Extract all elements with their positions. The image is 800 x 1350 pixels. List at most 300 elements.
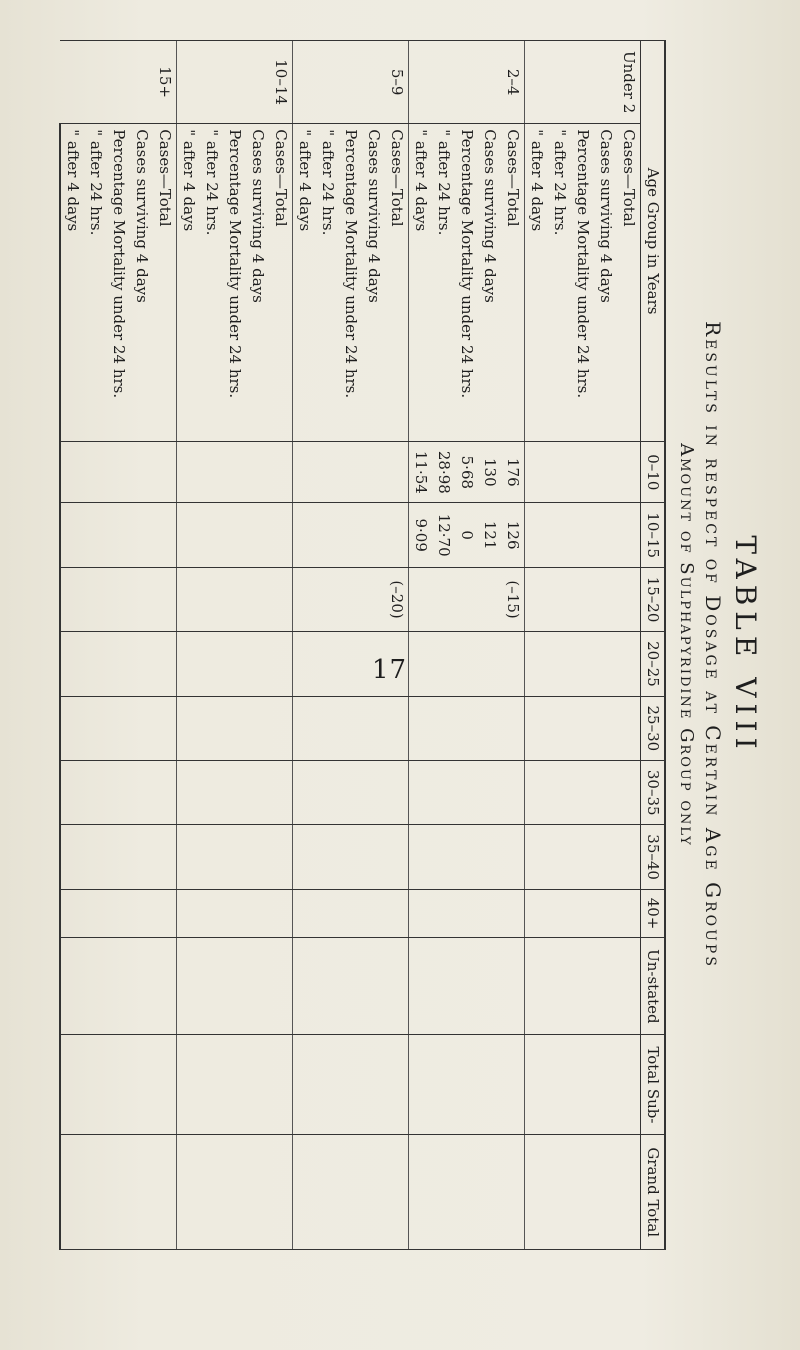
table-cell bbox=[362, 442, 385, 503]
table-cell bbox=[293, 567, 317, 631]
table-cell bbox=[269, 1135, 293, 1250]
table-cell bbox=[269, 696, 293, 760]
table-cell bbox=[525, 1135, 549, 1250]
table-cell bbox=[223, 825, 246, 889]
table-cell bbox=[153, 632, 177, 696]
table-cell bbox=[177, 889, 201, 937]
table-cell bbox=[501, 632, 525, 696]
table-sheet bbox=[30, 20, 770, 1270]
table-cell bbox=[246, 825, 269, 889]
table-cell bbox=[385, 889, 409, 937]
table-cell bbox=[293, 1135, 317, 1250]
row-label: Cases surviving 4 days bbox=[478, 124, 501, 442]
row-label: Cases—Total bbox=[501, 124, 525, 442]
age-group-cell: 5–9 bbox=[293, 41, 409, 124]
table-row bbox=[107, 41, 130, 1250]
table-cell bbox=[362, 889, 385, 937]
age-group-cell: 10–14 bbox=[177, 41, 293, 124]
table-cell bbox=[548, 1035, 571, 1135]
table-cell bbox=[548, 632, 571, 696]
table-cell bbox=[339, 1035, 362, 1135]
table-cell bbox=[130, 825, 153, 889]
table-cell bbox=[177, 696, 201, 760]
row-label: Cases surviving 4 days bbox=[362, 124, 385, 442]
age-group-cell: 2–4 bbox=[409, 41, 525, 124]
table-cell bbox=[316, 1135, 339, 1250]
table-cell bbox=[478, 632, 501, 696]
page-number: 17 bbox=[372, 655, 408, 685]
table-cell bbox=[571, 825, 594, 889]
table-cell bbox=[60, 567, 84, 631]
table-row bbox=[339, 41, 362, 1250]
table-cell bbox=[525, 442, 549, 503]
table-cell bbox=[177, 503, 201, 567]
table-cell bbox=[409, 1035, 433, 1135]
table-cell bbox=[246, 889, 269, 937]
table-cell bbox=[455, 632, 478, 696]
table-cell bbox=[84, 632, 107, 696]
table-body bbox=[60, 41, 641, 1250]
table-cell bbox=[84, 567, 107, 631]
table-cell bbox=[571, 442, 594, 503]
table-cell: 130 bbox=[478, 442, 501, 503]
table-cell bbox=[548, 889, 571, 937]
table-cell bbox=[246, 1035, 269, 1135]
table-cell bbox=[617, 503, 641, 567]
table-row bbox=[362, 41, 385, 1250]
table-cell bbox=[269, 938, 293, 1035]
row-label: Cases—Total bbox=[385, 124, 409, 442]
table-cell: 0 bbox=[455, 503, 478, 567]
table-cell bbox=[107, 503, 130, 567]
table-cell bbox=[339, 938, 362, 1035]
table-cell bbox=[107, 696, 130, 760]
table-cell bbox=[432, 825, 455, 889]
table-cell bbox=[594, 761, 617, 825]
table-cell bbox=[107, 632, 130, 696]
table-cell bbox=[316, 567, 339, 631]
row-label: " after 4 days bbox=[525, 124, 549, 442]
table-cell bbox=[385, 442, 409, 503]
table-cell bbox=[594, 889, 617, 937]
table-header bbox=[641, 41, 666, 1250]
row-label: " after 24 hrs. bbox=[548, 124, 571, 442]
row-label: " after 4 days bbox=[293, 124, 317, 442]
table-cell bbox=[432, 889, 455, 937]
table-cell bbox=[107, 889, 130, 937]
table-cell bbox=[455, 825, 478, 889]
table-cell bbox=[316, 1035, 339, 1135]
table-cell bbox=[60, 503, 84, 567]
table-cell bbox=[478, 567, 501, 631]
row-label: " after 24 hrs. bbox=[84, 124, 107, 442]
table-row bbox=[153, 41, 177, 1250]
table-cell bbox=[478, 938, 501, 1035]
table-cell bbox=[409, 696, 433, 760]
table-cell bbox=[223, 503, 246, 567]
table-cell bbox=[362, 567, 385, 631]
column-header: 35–40 bbox=[641, 825, 666, 889]
table-cell bbox=[617, 1135, 641, 1250]
table-cell bbox=[594, 1135, 617, 1250]
table-title: TABLE VIII bbox=[729, 535, 762, 755]
table-cell bbox=[339, 696, 362, 760]
table-cell bbox=[478, 1035, 501, 1135]
table-cell bbox=[339, 1135, 362, 1250]
table-cell bbox=[362, 1135, 385, 1250]
table-row bbox=[223, 41, 246, 1250]
table-cell bbox=[60, 761, 84, 825]
row-label: Cases—Total bbox=[153, 124, 177, 442]
table-cell bbox=[153, 825, 177, 889]
table-cell bbox=[571, 1135, 594, 1250]
table-cell bbox=[362, 761, 385, 825]
table-cell bbox=[594, 503, 617, 567]
table-cell bbox=[455, 1135, 478, 1250]
table-cell bbox=[130, 632, 153, 696]
table-cell bbox=[153, 503, 177, 567]
table-row bbox=[525, 41, 549, 1250]
table-cell bbox=[293, 761, 317, 825]
table-row bbox=[617, 41, 641, 1250]
table-subtitle: Results in respect of Dosage at Certain Age Groups bbox=[701, 321, 725, 969]
table-row bbox=[200, 41, 223, 1250]
table-cell bbox=[223, 1135, 246, 1250]
table-cell bbox=[385, 632, 409, 696]
table-caption: Amount of Sulphapyridine Group only bbox=[676, 443, 697, 847]
column-header: Total Sub- bbox=[641, 1035, 666, 1135]
table-cell bbox=[177, 761, 201, 825]
row-label: Percentage Mortality under 24 hrs. bbox=[455, 124, 478, 442]
age-group-cell: Under 2 bbox=[525, 41, 641, 124]
table-cell bbox=[525, 632, 549, 696]
column-header: Age Group in Years bbox=[641, 41, 666, 442]
table-cell bbox=[339, 761, 362, 825]
table-cell bbox=[455, 1035, 478, 1135]
row-label: Percentage Mortality under 24 hrs. bbox=[107, 124, 130, 442]
table-cell bbox=[594, 1035, 617, 1135]
table-cell bbox=[177, 1135, 201, 1250]
table-cell bbox=[153, 761, 177, 825]
column-header: 25–30 bbox=[641, 696, 666, 760]
table-cell bbox=[153, 1035, 177, 1135]
table-cell bbox=[409, 567, 433, 631]
table-cell bbox=[617, 938, 641, 1035]
table-cell bbox=[130, 938, 153, 1035]
table-cell bbox=[385, 1035, 409, 1135]
table-cell bbox=[130, 889, 153, 937]
table-cell bbox=[525, 761, 549, 825]
table-cell bbox=[60, 632, 84, 696]
row-label: Cases—Total bbox=[617, 124, 641, 442]
table-row bbox=[501, 41, 525, 1250]
table-cell bbox=[153, 1135, 177, 1250]
table-cell bbox=[293, 632, 317, 696]
table-cell bbox=[153, 889, 177, 937]
table-cell bbox=[223, 567, 246, 631]
table-cell bbox=[153, 938, 177, 1035]
table-cell bbox=[269, 442, 293, 503]
table-cell bbox=[269, 503, 293, 567]
table-cell bbox=[153, 567, 177, 631]
table-cell bbox=[107, 761, 130, 825]
table-cell bbox=[432, 1135, 455, 1250]
table-cell bbox=[501, 938, 525, 1035]
table-cell bbox=[432, 696, 455, 760]
table-cell bbox=[548, 761, 571, 825]
table-cell bbox=[84, 696, 107, 760]
table-cell bbox=[385, 503, 409, 567]
table-cell bbox=[478, 1135, 501, 1250]
table-cell bbox=[409, 938, 433, 1035]
table-cell bbox=[409, 1135, 433, 1250]
table-row bbox=[246, 41, 269, 1250]
table-row bbox=[269, 41, 293, 1250]
rotated-table-region bbox=[30, 20, 770, 1270]
table-cell bbox=[571, 696, 594, 760]
table-cell bbox=[107, 567, 130, 631]
table-cell bbox=[130, 1135, 153, 1250]
table-cell bbox=[455, 938, 478, 1035]
table-cell bbox=[409, 761, 433, 825]
table-cell bbox=[200, 825, 223, 889]
header-row bbox=[641, 41, 666, 1250]
table-cell bbox=[432, 1035, 455, 1135]
table-cell bbox=[177, 442, 201, 503]
table-cell bbox=[385, 696, 409, 760]
table-cell bbox=[60, 1135, 84, 1250]
table-cell bbox=[200, 567, 223, 631]
table-cell: 28·98 bbox=[432, 442, 455, 503]
table-cell bbox=[246, 1135, 269, 1250]
table-cell bbox=[84, 938, 107, 1035]
table-row bbox=[594, 41, 617, 1250]
table-cell bbox=[293, 889, 317, 937]
table-cell bbox=[107, 442, 130, 503]
table-cell bbox=[246, 567, 269, 631]
table-cell bbox=[432, 938, 455, 1035]
table-cell bbox=[316, 825, 339, 889]
table-cell bbox=[548, 442, 571, 503]
table-cell bbox=[316, 938, 339, 1035]
table-cell bbox=[316, 632, 339, 696]
table-cell bbox=[617, 632, 641, 696]
table-cell: 5·68 bbox=[455, 442, 478, 503]
table-cell bbox=[223, 1035, 246, 1135]
table-cell bbox=[571, 761, 594, 825]
table-cell bbox=[269, 567, 293, 631]
table-cell bbox=[316, 761, 339, 825]
table-cell bbox=[548, 938, 571, 1035]
table-cell bbox=[246, 632, 269, 696]
table-cell bbox=[84, 442, 107, 503]
table-cell bbox=[269, 889, 293, 937]
table-cell bbox=[617, 825, 641, 889]
table-cell bbox=[455, 696, 478, 760]
table-cell bbox=[409, 632, 433, 696]
table-cell: 11·54 bbox=[409, 442, 433, 503]
table-cell bbox=[130, 503, 153, 567]
row-label: Cases surviving 4 days bbox=[594, 124, 617, 442]
column-header: 20–25 bbox=[641, 632, 666, 696]
table-cell bbox=[362, 1035, 385, 1135]
table-cell bbox=[223, 696, 246, 760]
table-cell bbox=[362, 632, 385, 696]
table-cell bbox=[293, 1035, 317, 1135]
row-label: " after 4 days bbox=[60, 124, 84, 442]
table-cell bbox=[60, 825, 84, 889]
table-cell bbox=[293, 442, 317, 503]
table-cell bbox=[60, 938, 84, 1035]
table-row bbox=[293, 41, 317, 1250]
row-label: " after 4 days bbox=[177, 124, 201, 442]
table-cell bbox=[432, 632, 455, 696]
table-cell bbox=[525, 567, 549, 631]
table-cell bbox=[501, 761, 525, 825]
age-group-cell: 15+ bbox=[60, 41, 177, 124]
row-label: " after 24 hrs. bbox=[432, 124, 455, 442]
table-cell bbox=[501, 1035, 525, 1135]
table-row bbox=[409, 41, 433, 1250]
table-row bbox=[177, 41, 201, 1250]
table-cell bbox=[293, 696, 317, 760]
table-cell bbox=[223, 761, 246, 825]
row-label: " after 24 hrs. bbox=[200, 124, 223, 442]
row-label: Cases surviving 4 days bbox=[246, 124, 269, 442]
table-cell bbox=[478, 889, 501, 937]
table-cell bbox=[269, 632, 293, 696]
table-cell bbox=[617, 1035, 641, 1135]
table-cell bbox=[594, 825, 617, 889]
table-cell bbox=[316, 503, 339, 567]
table-cell bbox=[84, 889, 107, 937]
table-cell bbox=[269, 825, 293, 889]
table-cell bbox=[177, 632, 201, 696]
table-cell bbox=[84, 761, 107, 825]
table-cell bbox=[339, 632, 362, 696]
row-label: " after 4 days bbox=[409, 124, 433, 442]
table-cell bbox=[246, 503, 269, 567]
table-row bbox=[316, 41, 339, 1250]
table-cell bbox=[223, 632, 246, 696]
row-label: Cases surviving 4 days bbox=[130, 124, 153, 442]
table-cell bbox=[594, 442, 617, 503]
table-cell bbox=[362, 696, 385, 760]
column-header: 15–20 bbox=[641, 567, 666, 631]
table-cell bbox=[200, 632, 223, 696]
table-cell bbox=[223, 889, 246, 937]
table-cell bbox=[269, 761, 293, 825]
table-cell bbox=[60, 696, 84, 760]
table-cell bbox=[246, 442, 269, 503]
column-header: 10–15 bbox=[641, 503, 666, 567]
table-cell: 121 bbox=[478, 503, 501, 567]
table-cell bbox=[246, 696, 269, 760]
table-cell bbox=[130, 567, 153, 631]
table-row bbox=[571, 41, 594, 1250]
table-cell bbox=[177, 1035, 201, 1135]
table-cell bbox=[316, 889, 339, 937]
table-cell bbox=[617, 761, 641, 825]
row-label: Percentage Mortality under 24 hrs. bbox=[339, 124, 362, 442]
table-cell bbox=[153, 442, 177, 503]
table-cell bbox=[107, 1035, 130, 1135]
table-cell bbox=[339, 567, 362, 631]
table-cell bbox=[200, 442, 223, 503]
table-cell bbox=[130, 442, 153, 503]
table-row bbox=[478, 41, 501, 1250]
table-cell bbox=[60, 889, 84, 937]
table-cell bbox=[107, 1135, 130, 1250]
table-cell bbox=[617, 442, 641, 503]
table-cell bbox=[107, 825, 130, 889]
table-cell bbox=[571, 503, 594, 567]
table-cell bbox=[385, 1135, 409, 1250]
table-cell bbox=[548, 567, 571, 631]
table-cell bbox=[177, 567, 201, 631]
table-cell bbox=[293, 938, 317, 1035]
table-cell bbox=[525, 825, 549, 889]
column-header: 0–10 bbox=[641, 442, 666, 503]
table-cell bbox=[339, 889, 362, 937]
row-label: Cases—Total bbox=[269, 124, 293, 442]
row-label: Percentage Mortality under 24 hrs. bbox=[571, 124, 594, 442]
table-cell bbox=[200, 938, 223, 1035]
table-cell bbox=[617, 567, 641, 631]
table-cell bbox=[409, 825, 433, 889]
table-cell bbox=[385, 825, 409, 889]
table-cell bbox=[177, 825, 201, 889]
table-cell bbox=[385, 761, 409, 825]
table-cell bbox=[455, 889, 478, 937]
table-cell bbox=[316, 442, 339, 503]
table-cell bbox=[594, 938, 617, 1035]
table-cell bbox=[432, 567, 455, 631]
table-row bbox=[548, 41, 571, 1250]
table-cell bbox=[316, 696, 339, 760]
table-cell bbox=[339, 825, 362, 889]
table-cell bbox=[571, 567, 594, 631]
table-cell bbox=[432, 761, 455, 825]
table-cell bbox=[594, 567, 617, 631]
table-cell bbox=[339, 442, 362, 503]
table-row bbox=[455, 41, 478, 1250]
table-cell bbox=[246, 761, 269, 825]
table-cell bbox=[200, 1035, 223, 1135]
table-cell bbox=[293, 825, 317, 889]
table-cell: 9·09 bbox=[409, 503, 433, 567]
data-table bbox=[59, 40, 666, 1250]
table-row bbox=[60, 41, 84, 1250]
table-cell bbox=[617, 696, 641, 760]
table-cell: 12·70 bbox=[432, 503, 455, 567]
column-header: 30–35 bbox=[641, 761, 666, 825]
table-cell bbox=[571, 889, 594, 937]
table-cell bbox=[269, 1035, 293, 1135]
table-cell bbox=[501, 825, 525, 889]
table-row bbox=[385, 41, 409, 1250]
table-cell bbox=[525, 889, 549, 937]
table-cell bbox=[525, 938, 549, 1035]
table-cell bbox=[548, 503, 571, 567]
table-cell bbox=[107, 938, 130, 1035]
table-cell bbox=[525, 696, 549, 760]
column-header: 40+ bbox=[641, 889, 666, 937]
table-cell bbox=[362, 503, 385, 567]
table-cell bbox=[525, 1035, 549, 1135]
table-cell bbox=[130, 761, 153, 825]
column-header: Un-stated bbox=[641, 938, 666, 1035]
